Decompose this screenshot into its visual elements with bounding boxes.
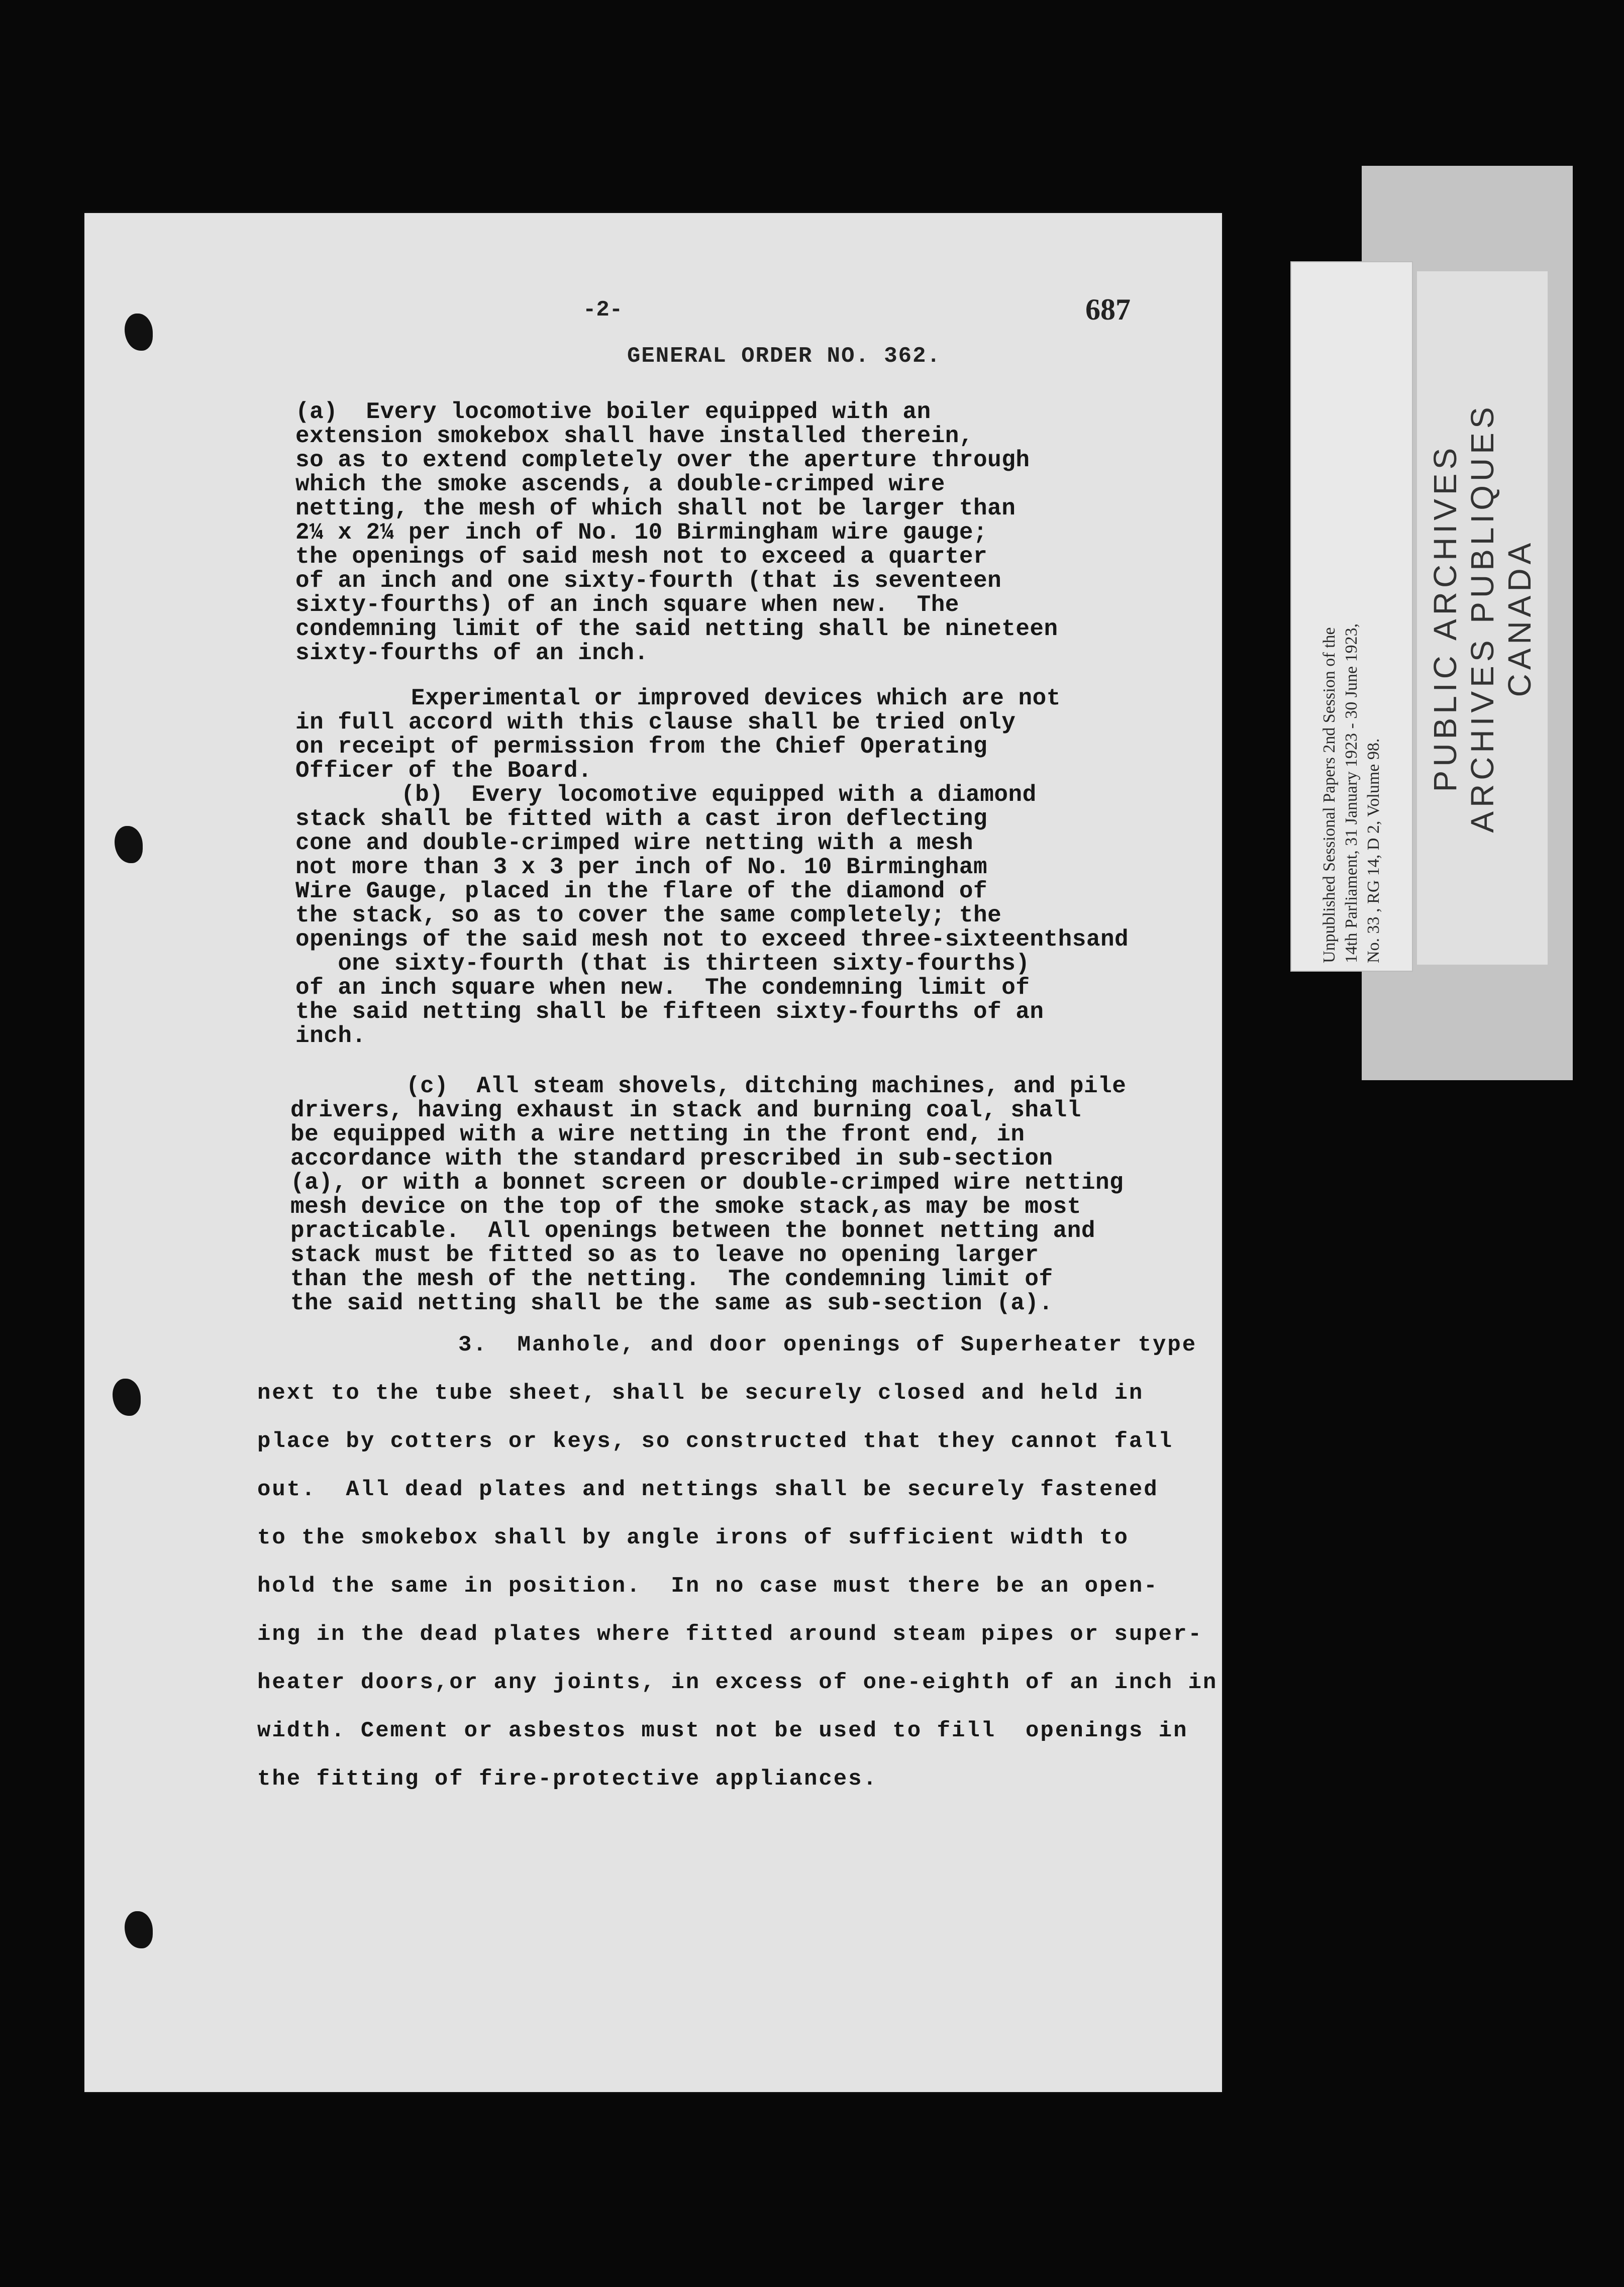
text-line: (a), or with a bonnet screen or double-crimped wire netting (290, 1170, 1124, 1196)
text-line: drivers, having exhaust in stack and burning coal, shall (290, 1097, 1081, 1123)
text-line: place by cotters or keys, so constructed that they cannot fall (257, 1429, 1174, 1454)
card-line-2: 14th Parliament, 31 January 1923 - 30 June 1923, (1342, 623, 1361, 963)
stamp-line-2: ARCHIVES PUBLIQUES (1464, 403, 1500, 833)
folio-number: 687 (1085, 293, 1131, 326)
text-line: not more than 3 x 3 per inch of No. 10 Birmingham (295, 854, 988, 880)
text-line: accordance with the standard prescribed in sub-section (290, 1146, 1053, 1172)
text-line: ing in the dead plates where fitted around steam pipes or super- (257, 1622, 1203, 1647)
text-line: (a) Every locomotive boiler equipped with an (295, 399, 931, 425)
text-line: of an inch and one sixty-fourth (that is seventeen (295, 568, 1002, 594)
text-line: Officer of the Board. (295, 758, 592, 784)
text-line: mesh device on the top of the smoke stack,as may be most (290, 1194, 1081, 1220)
text-line: (c) All steam shovels, ditching machines, and pile (406, 1073, 1127, 1099)
text-line: of an inch square when new. The condemning limit of (295, 975, 1030, 1001)
punch-hole (125, 314, 153, 351)
text-line: condemning limit of the said netting shall be nineteen (295, 616, 1058, 642)
archive-stamp-panel (1417, 271, 1548, 965)
text-line: sixty-fourths of an inch. (295, 640, 649, 666)
text-line: netting, the mesh of which shall not be larger than (295, 495, 1016, 522)
page-number: -2- (583, 297, 623, 323)
text-line: one sixty-fourth (that is thirteen sixty-fourths) (295, 951, 1030, 977)
card-line-1: Unpublished Sessional Papers 2nd Session of the (1320, 627, 1339, 963)
text-line: (b) Every locomotive equipped with a diamond (401, 782, 1037, 808)
text-line: Wire Gauge, placed in the flare of the diamond of (295, 878, 988, 904)
stamp-line-3: CANADA (1501, 539, 1538, 697)
text-line: the openings of said mesh not to exceed a quarter (295, 544, 988, 570)
archive-reference-card (1290, 261, 1413, 972)
text-line: stack must be fitted so as to leave no opening larger (290, 1242, 1039, 1268)
text-line: sixty-fourths) of an inch square when new. The (295, 592, 959, 618)
text-line: Experimental or improved devices which are not (411, 685, 1061, 711)
text-line: extension smokebox shall have installed therein, (295, 423, 974, 449)
document-heading: GENERAL ORDER NO. 362. (627, 344, 941, 369)
text-line: inch. (295, 1023, 366, 1049)
text-line: the said netting shall be fifteen sixty-fourths of an (295, 999, 1044, 1025)
text-line: next to the tube sheet, shall be securely closed and held in (257, 1381, 1144, 1406)
punch-hole (115, 826, 143, 863)
punch-hole (125, 1911, 153, 1948)
text-line: on receipt of permission from the Chief Operating (295, 734, 988, 760)
document-page (84, 213, 1222, 2092)
text-line: openings of the said mesh not to exceed three-sixteenthsand (295, 926, 1129, 953)
card-line-3: No. 33 , RG 14, D 2, Volume 98. (1364, 738, 1383, 963)
text-line: practicable. All openings between the bonnet netting and (290, 1218, 1095, 1244)
text-line: 3. Manhole, and door openings of Superheater type (458, 1332, 1197, 1358)
stamp-line-1: PUBLIC ARCHIVES (1427, 444, 1463, 792)
text-line: out. All dead plates and nettings shall be securely fastened (257, 1477, 1159, 1502)
punch-hole (113, 1379, 141, 1416)
text-line: in full accord with this clause shall be tried only (295, 709, 1016, 736)
text-line: width. Cement or asbestos must not be used to fill openings in (257, 1718, 1188, 1743)
text-line: cone and double-crimped wire netting with a mesh (295, 830, 974, 856)
text-line: be equipped with a wire netting in the front end, in (290, 1121, 1025, 1148)
text-line: the fitting of fire-protective appliances. (257, 1766, 878, 1792)
text-line: the said netting shall be the same as sub-section (a). (290, 1290, 1053, 1316)
text-line: stack shall be fitted with a cast iron deflecting (295, 806, 988, 832)
text-line: heater doors,or any joints, in excess of one-eighth of an inch in (257, 1670, 1218, 1695)
text-line: so as to extend completely over the aperture through (295, 447, 1030, 473)
text-line: hold the same in position. In no case must there be an open- (257, 1574, 1159, 1599)
text-line: 2¼ x 2¼ per inch of No. 10 Birmingham wire gauge; (295, 519, 988, 546)
archive-stamp-text (1427, 317, 1538, 919)
archive-reference-text (1318, 270, 1385, 963)
text-line: the stack, so as to cover the same completely; the (295, 902, 1002, 928)
text-line: than the mesh of the netting. The condemning limit of (290, 1266, 1053, 1292)
text-line: which the smoke ascends, a double-crimped wire (295, 471, 945, 497)
text-line: to the smokebox shall by angle irons of sufficient width to (257, 1525, 1129, 1550)
